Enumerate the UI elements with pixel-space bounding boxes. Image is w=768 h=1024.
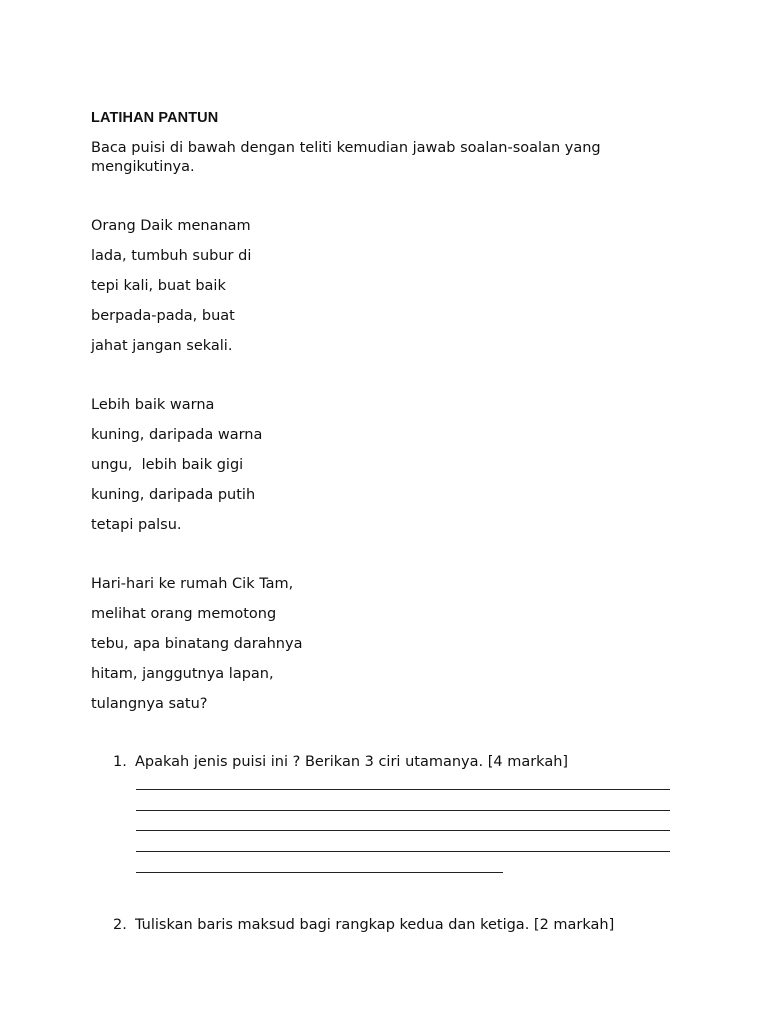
answer-line[interactable] [136, 851, 670, 852]
stanza-line: kuning, daripada putih [91, 486, 256, 503]
answer-line[interactable] [136, 789, 670, 790]
stanza-line: kuning, daripada warna [91, 426, 263, 443]
stanza-line: lada, tumbuh subur di [91, 247, 252, 264]
stanza-line: jahat jangan sekali. [91, 337, 233, 354]
answer-line[interactable] [136, 830, 670, 831]
instruction-text: Baca puisi di bawah dengan teliti kemudian jawab soalan-soalan yang mengikutinya. [91, 140, 601, 175]
question-2 [113, 916, 614, 935]
stanza-line: ungu, lebih baik gigi [91, 456, 244, 473]
stanza-line: Orang Daik menanam [91, 218, 251, 234]
question-number: 1. [113, 754, 127, 770]
stanza-line: berpada-pada, buat [91, 307, 235, 324]
question-text: Apakah jenis puisi ini ? Berikan 3 ciri utamanya. [4 markah] [135, 754, 569, 770]
answer-line[interactable] [136, 810, 670, 811]
stanza-line: melihat orang memotong [91, 605, 277, 622]
pantun-stanza-2 [91, 391, 491, 541]
stanza-line: tetapi palsu. [91, 516, 182, 533]
answer-line[interactable] [136, 872, 503, 873]
stanza-line: Lebih baik warna [91, 397, 215, 413]
stanza-line: Hari-hari ke rumah Cik Tam, [91, 576, 294, 592]
pantun-stanza-3 [91, 570, 491, 720]
stanza-line: hitam, janggutnya lapan, [91, 665, 274, 682]
document-title: LATIHAN PANTUN [91, 110, 219, 126]
pantun-stanza-1 [91, 212, 491, 362]
stanza-line: tebu, apa binatang darahnya [91, 635, 303, 652]
question-number: 2. [113, 917, 127, 933]
question-1 [113, 753, 568, 772]
question-text: Tuliskan baris maksud bagi rangkap kedua dan ketiga. [2 markah] [135, 917, 615, 933]
stanza-line: tulangnya satu? [91, 695, 208, 712]
stanza-line: tepi kali, buat baik [91, 277, 226, 294]
